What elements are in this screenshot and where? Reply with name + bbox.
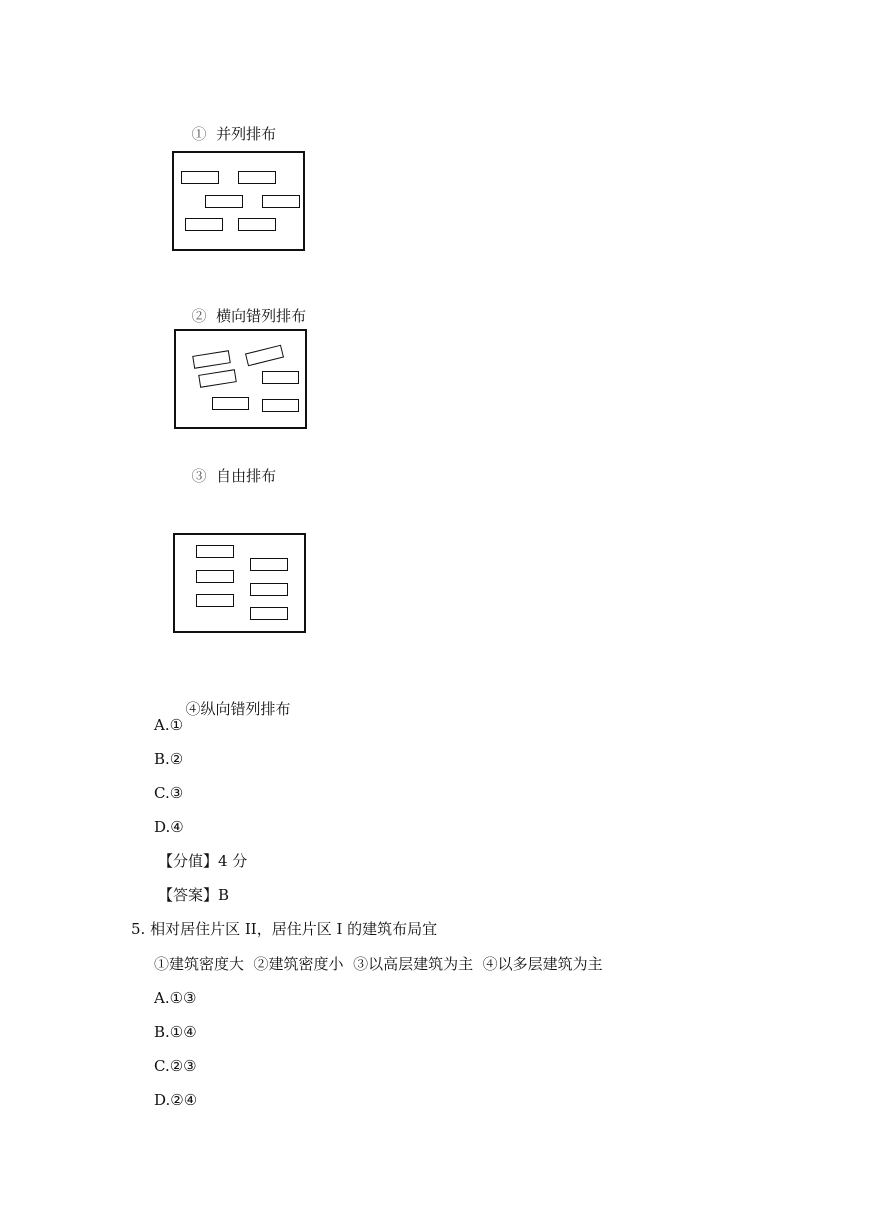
q4-answer: 【答案】B: [158, 886, 230, 904]
q5-option-b: [154, 1023, 197, 1041]
q5-choices: ①建筑密度大 ②建筑密度小 ③以高层建筑为主 ④以多层建筑为主: [154, 955, 603, 973]
building-block: [238, 218, 276, 231]
option-letter: A.: [154, 716, 170, 734]
option-letter: A.: [154, 989, 170, 1007]
option-text: ②③: [169, 1057, 197, 1075]
building-block: [238, 171, 276, 184]
building-block: [198, 369, 237, 388]
figure-2-caption: [182, 289, 306, 325]
building-block: [181, 171, 219, 184]
q4-option-a: [154, 716, 183, 734]
option-letter: B.: [154, 750, 170, 768]
q5-stem: 5. 相对居住片区 II，居住片区 I 的建筑布局宜: [131, 920, 438, 938]
figure-4-diagram: [173, 533, 306, 633]
figure-2-diagram: [174, 329, 307, 429]
option-letter: C.: [154, 1057, 170, 1075]
building-block: [196, 594, 234, 607]
option-letter: D.: [154, 818, 171, 836]
building-block: [250, 583, 288, 596]
q4-option-b: [154, 750, 183, 768]
option-text: ①④: [169, 1023, 197, 1041]
option-letter: B.: [154, 1023, 170, 1041]
option-text: ②④: [170, 1091, 198, 1109]
figure-2-label: 横向错列排布: [216, 307, 307, 325]
q5-option-d: [154, 1091, 197, 1109]
option-text: ④: [170, 818, 184, 836]
option-text: ③: [169, 784, 184, 802]
building-block: [212, 397, 249, 410]
q5-option-c: [154, 1057, 197, 1075]
building-block: [196, 570, 234, 583]
option-text: ②: [169, 750, 184, 768]
q4-score: 【分值】4 分: [158, 852, 248, 870]
figure-1-caption: [182, 107, 276, 143]
building-block: [250, 607, 288, 620]
figure-4-caption: [176, 682, 291, 718]
option-letter: D.: [154, 1091, 171, 1109]
q4-option-d: [154, 818, 184, 836]
option-text: ①: [169, 716, 184, 734]
option-text: ①③: [169, 989, 197, 1007]
building-block: [250, 558, 288, 571]
building-block: [262, 371, 299, 384]
q5-option-a: [154, 989, 197, 1007]
building-block: [262, 399, 299, 412]
figure-1-label: 并列排布: [216, 125, 277, 143]
figure-3-label: 自由排布: [216, 467, 277, 485]
option-letter: C.: [154, 784, 170, 802]
figure-3-caption: [182, 449, 276, 485]
building-block: [205, 195, 243, 208]
q4-option-c: [154, 784, 183, 802]
building-block: [192, 350, 231, 369]
building-block: [245, 345, 284, 367]
figure-4-label: ④纵向错列排布: [185, 700, 291, 718]
figure-1-number: ①: [191, 125, 207, 143]
figure-3-number: ③: [191, 467, 207, 485]
building-block: [262, 195, 300, 208]
figure-2-number: ②: [191, 307, 207, 325]
figure-1-diagram: [172, 151, 305, 251]
building-block: [196, 545, 234, 558]
building-block: [185, 218, 223, 231]
